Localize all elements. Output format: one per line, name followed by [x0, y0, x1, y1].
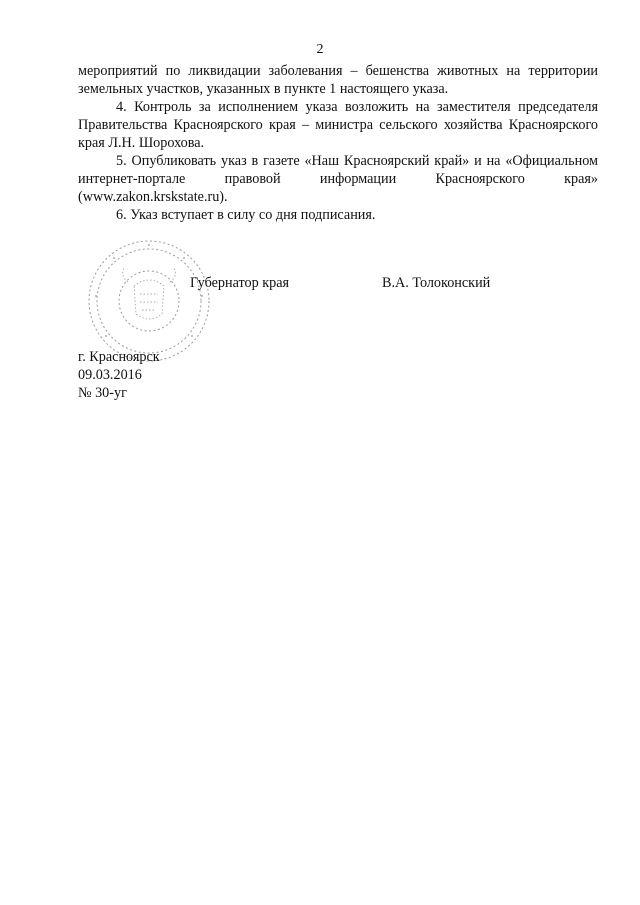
document-footer — [78, 348, 160, 402]
paragraph-6-effect: 6. Указ вступает в силу со дня подписания. — [116, 207, 376, 223]
paragraph-continuation: мероприятий по ликвидации заболевания – бешенства животных на территории земельных участков, указанных в пункте 1 настоящего указа. — [78, 63, 598, 97]
issue-city: г. Красноярск — [78, 349, 160, 365]
paragraph-4-control: 4. Контроль за исполнением указа возложить на заместителя председателя Правительства Красноярского края – министра сельского хозяйства Красноярского края Л.Н. Шорохова. — [78, 99, 598, 151]
signatory-name: В.А. Толоконский — [382, 275, 491, 291]
document-body — [78, 62, 598, 224]
page-number: 2 — [316, 42, 324, 57]
signatory-title: Губернатор края — [190, 275, 290, 291]
paragraph-5-publish: 5. Опубликовать указ в газете «Наш Красноярский край» и на «Официальном интернет-портале правовой информации Красноярского края» (www.zakon.krskstate.ru). — [78, 153, 598, 205]
official-seal-stamp — [84, 236, 214, 366]
decree-number: № 30-уг — [78, 385, 127, 401]
issue-date: 09.03.2016 — [78, 367, 142, 383]
